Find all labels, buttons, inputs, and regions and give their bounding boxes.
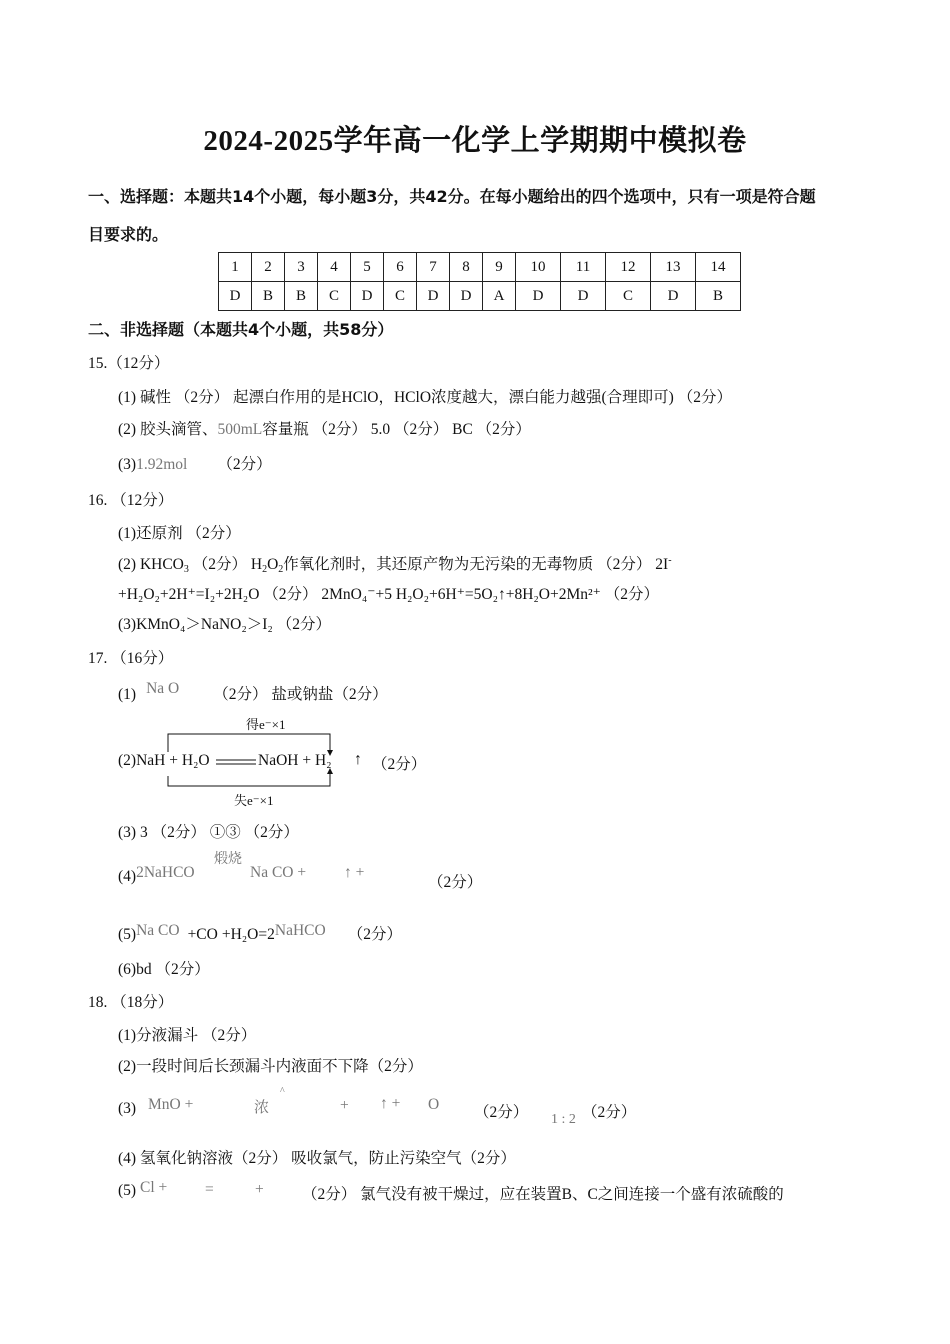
table-cell: A [483, 282, 516, 311]
q18-part3-gas: ↑ + [380, 1095, 401, 1112]
q18-part3-label: (3) [118, 1100, 137, 1117]
q17-part5-a: (5) [118, 926, 137, 943]
table-cell: 4 [318, 253, 351, 282]
table-cell: 5 [351, 253, 384, 282]
electron-transfer-diagram [118, 712, 448, 812]
q18-part1: (1)分液漏斗 （2分） [118, 1027, 257, 1044]
table-cell: 7 [417, 253, 450, 282]
q18-part5-label: (5) [118, 1182, 137, 1199]
table-cell: D [219, 282, 252, 311]
q17-part1-c: （2分） 盐或钠盐（2分） [213, 686, 388, 703]
table-cell: 11 [561, 253, 606, 282]
table-cell: 10 [516, 253, 561, 282]
q18-part3-ratio: 1 : 2 [551, 1112, 576, 1127]
q17-part4-product: Na CO + [250, 864, 307, 881]
q17-part4 [118, 864, 195, 886]
q15-part1: (1) 碱性 （2分） 起漂白作用的是HClO，HClO浓度越大，漂白能力越强(合理即可) （2分） [118, 389, 732, 406]
q15-header: 15.（12分） [88, 355, 170, 372]
table-cell: C [318, 282, 351, 311]
table-cell: 1 [219, 253, 252, 282]
electron-loss-label: 失e⁻×1 [234, 793, 274, 808]
table-cell: 14 [696, 253, 741, 282]
q17-header: 17. （16分） [88, 650, 174, 667]
q18-part4: (4) 氢氧化钠溶液（2分） 吸收氯气，防止污染空气（2分） [118, 1150, 516, 1167]
q17-part4-gas: ↑ + [344, 864, 365, 881]
q18-part3-conc: 浓 [254, 1100, 270, 1116]
electron-gain-label: 得e⁻×1 [246, 717, 286, 732]
q16-part2-d: 作氧化剂时，其还原产物为无污染的无毒物质 （2分） 2I [283, 556, 669, 573]
table-cell: 12 [606, 253, 651, 282]
q15-part2 [118, 417, 531, 439]
q18-part3-reactant: MnO + [148, 1096, 194, 1113]
table-cell: D [561, 282, 606, 311]
q17-part5-d: +H₂O=2 [221, 926, 275, 943]
equation-rhs: NaOH + H₂ [258, 752, 332, 769]
table-cell: B [285, 282, 318, 311]
q16-header: 16. （12分） [88, 492, 174, 509]
table-cell: 2 [252, 253, 285, 282]
gas-arrow-icon: ↑ [354, 751, 362, 768]
q15-part3-a: (3) [118, 456, 137, 473]
heat-caret-icon: ^ [280, 1086, 285, 1097]
q18-header: 18. （18分） [88, 994, 174, 1011]
table-cell: D [516, 282, 561, 311]
q18-part3-score1: （2分） [474, 1104, 529, 1121]
table-cell: 6 [384, 253, 417, 282]
section1-instruction-line2: 目要求的。 [88, 225, 169, 244]
table-cell: 3 [285, 253, 318, 282]
q16-part1: (1)还原剂 （2分） [118, 525, 241, 542]
table-cell: D [351, 282, 384, 311]
q16-part2-equations: +H₂O₂+2H⁺=I₂+2H₂O （2分） 2MnO₄⁻+5 H₂O₂+6H⁺=5O₂↑+8H₂O+2Mn²⁺ （2分） [118, 586, 659, 603]
table-cell: D [450, 282, 483, 311]
section1-instruction-line1: 一、选择题：本题共14个小题，每小题3分，共42分。在每小题给出的四个选项中，只有一项是符合题 [88, 187, 816, 206]
q18-part5-equals: = [205, 1181, 214, 1198]
q17-part1-b: Na O [146, 680, 180, 697]
q17-part1 [118, 682, 388, 704]
q18-part2: (2)一段时间后长颈漏斗内液面不下降（2分） [118, 1058, 423, 1075]
q17-part3: (3) 3 （2分） ①③ （2分） [118, 824, 299, 841]
q16-part2-c: O [267, 556, 279, 573]
q18-part5-reactant: Cl + [140, 1179, 168, 1196]
equation-score: （2分） [372, 756, 427, 773]
q16-part2-a: (2) KHCO [118, 556, 184, 573]
q17-part5-c: +CO [187, 926, 218, 943]
table-cell: B [696, 282, 741, 311]
table-cell: D [417, 282, 450, 311]
q17-part1-a: (1) [118, 686, 137, 703]
q15-part3-b: 1.92mol [136, 456, 188, 473]
q16-part2-b-sub: 2 [262, 564, 268, 575]
table-cell: 13 [651, 253, 696, 282]
q16-part2-d-sup: - [668, 555, 672, 566]
q16-part3: (3)KMnO₄＞NaNO₂＞I₂ （2分） [118, 616, 331, 633]
q17-part5-e: NaHCO [274, 922, 326, 939]
answer-table-answer-row [219, 282, 741, 311]
table-cell: C [606, 282, 651, 311]
q16-part2-a-sub: 3 [183, 564, 189, 575]
q15-part3-c: （2分） [217, 456, 272, 473]
q17-part4-score: （2分） [428, 874, 483, 891]
q17-part4-b: 2NaHCO [136, 864, 195, 881]
q16-part2-c-sub: 2 [278, 564, 284, 575]
q17-part6: (6)bd （2分） [118, 961, 210, 978]
section2-heading: 二、非选择题（本题共4个小题，共58分） [88, 320, 394, 339]
q17-part4-condition: 煅烧 [214, 852, 242, 867]
q18-part5-plus: + [255, 1181, 264, 1198]
table-cell: D [651, 282, 696, 311]
q18-part3-water: O [428, 1096, 440, 1113]
q17-part5-f: （2分） [347, 926, 402, 943]
page-title: 2024-2025学年高一化学上学期期中模拟卷 [203, 125, 747, 157]
answer-table [218, 252, 741, 311]
answer-table-number-row [219, 253, 741, 282]
q17-part5 [118, 922, 402, 944]
q16-part2-b: （2分） H [188, 556, 263, 573]
equation-lhs: (2)NaH + H₂O [118, 752, 210, 769]
q17-part5-b: Na CO [136, 922, 180, 939]
q15-part3 [118, 452, 272, 474]
q16-part2 [118, 552, 672, 575]
q17-part4-a: (4) [118, 868, 137, 885]
q18-part3-plus: + [340, 1097, 349, 1114]
table-cell: B [252, 282, 285, 311]
q15-part2-b: 500mL [217, 421, 263, 438]
q18-part5-text: （2分） 氯气没有被干燥过，应在装置B、C之间连接一个盛有浓硫酸的 [302, 1186, 784, 1203]
table-cell: C [384, 282, 417, 311]
table-cell: 9 [483, 253, 516, 282]
q18-part3-score2: （2分） [582, 1104, 637, 1121]
q15-part2-c: 容量瓶 （2分） 5.0 （2分） BC （2分） [262, 421, 531, 438]
table-cell: 8 [450, 253, 483, 282]
q15-part2-a: (2) 胶头滴管、 [118, 421, 218, 438]
